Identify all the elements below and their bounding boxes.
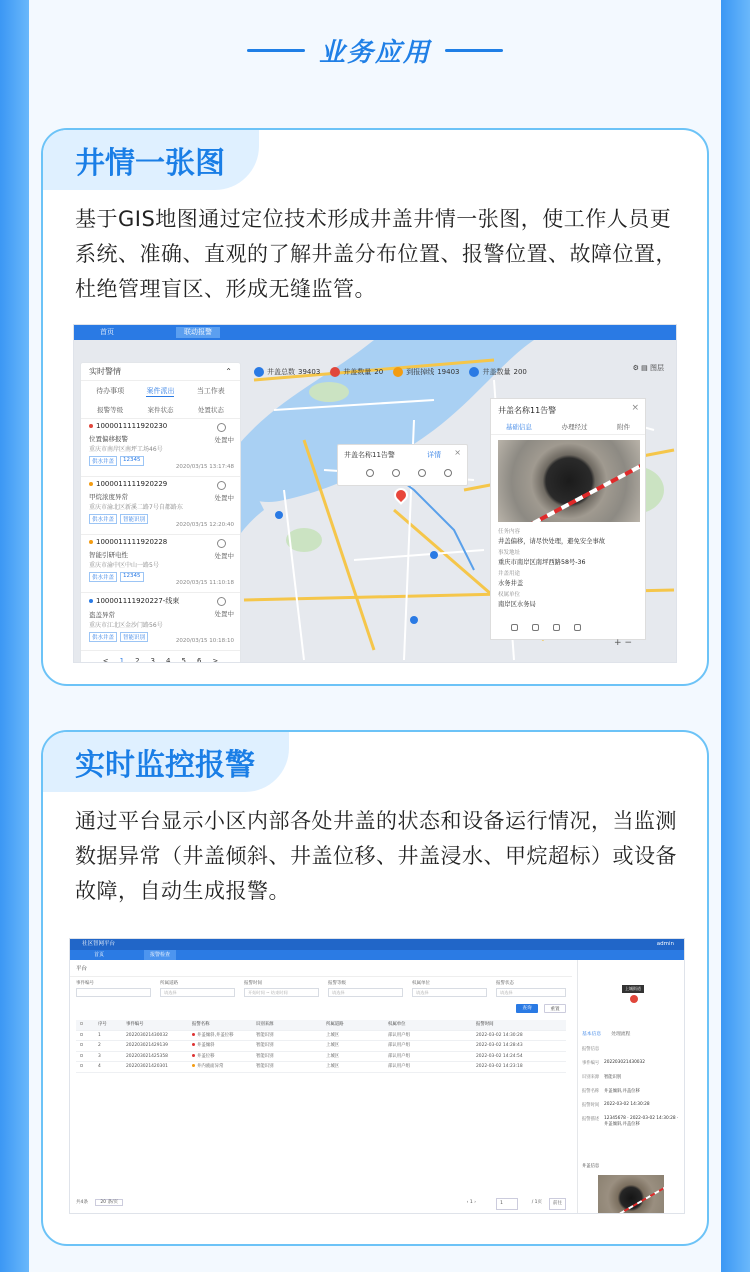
page-total: / 1页 <box>531 1200 542 1205</box>
field-label: 识别来源 <box>582 1075 600 1080</box>
road-select[interactable]: 请选择 <box>160 988 235 997</box>
table-row[interactable]: 1 20220302143003​2 井盖倾斜,井盖位移 智能识别 上城区 部认用户组 2022-03-02 14:30:28 <box>76 1031 566 1042</box>
close-icon[interactable]: × <box>454 448 461 457</box>
alarm-item[interactable] <box>81 419 240 477</box>
alarm-tags: 供水井盖 智能识别 <box>89 632 232 642</box>
page-prev[interactable]: < <box>102 657 109 662</box>
stat-item <box>393 367 459 377</box>
app-top-bar <box>74 325 676 340</box>
row-checkbox[interactable] <box>80 1054 83 1057</box>
alarm-type: 甲烷浓度异常 <box>89 493 128 501</box>
field-value: 南岸区水务局 <box>498 601 536 608</box>
stat-item <box>254 367 320 377</box>
page-size-select[interactable]: 20 条/页 <box>95 1199 123 1206</box>
alarm-no: 1000011111920229 <box>89 480 232 488</box>
alarm-type: 位置偏移报警 <box>89 435 128 443</box>
field-label: 任务内容 <box>498 529 521 535</box>
person-icon[interactable] <box>366 469 374 477</box>
app-title: 社区智网平台 <box>82 941 116 947</box>
table-row[interactable]: 2 202203021429139 井盖倾斜 智能识别 上城区 部认用户组 2022-03-02 14:28:43 <box>76 1041 566 1052</box>
page-prev[interactable]: ‹ 1 › <box>466 1200 476 1205</box>
alarm-screenshot <box>69 938 685 1214</box>
alarm-status-icon <box>217 539 226 548</box>
card-gis-map <box>41 128 709 686</box>
alarm-panel <box>80 362 241 662</box>
field-value: 井盖倾斜,井盖位移 <box>604 1089 640 1094</box>
detail-tabs <box>491 422 645 435</box>
filter-label: 事件编号 <box>76 981 94 986</box>
detail-card <box>490 398 646 640</box>
alarm-status: 处置中 <box>214 436 234 444</box>
filter-label: 权属单位 <box>412 981 430 986</box>
gis-map[interactable] <box>74 340 676 662</box>
stat-label: 井盖总数 <box>267 367 295 376</box>
field-value: 井盖偏移，请尽快处理，避免安全事故 <box>498 538 606 545</box>
collapse-icon[interactable]: ⌃ <box>225 367 232 376</box>
stat-value: 200 <box>513 367 527 376</box>
filter-label: 报警状态 <box>496 981 514 986</box>
level-select[interactable]: 请选择 <box>328 988 403 997</box>
alarm-status: 处置中 <box>214 494 234 502</box>
person-icon[interactable] <box>532 624 539 631</box>
popup-actions <box>366 469 452 477</box>
section-header <box>29 30 721 70</box>
field-label: 报警信息 <box>582 1047 600 1052</box>
alarm-tags: 供水井盖 12345 <box>89 456 232 466</box>
alarm-address: 重庆市江北区金沙门路56号 <box>89 622 163 629</box>
alarm-type: 智能引研电性 <box>89 551 128 559</box>
field-label: 事件编号 <box>582 1061 600 1066</box>
alarm-no: 1000011111920230 <box>89 422 232 430</box>
table-row[interactable]: 3 202203021425358 井盖位移 智能识别 上城区 部认用户组 2022-03-02 14:24:54 <box>76 1052 566 1063</box>
table-header: 序号 事件编号 报警名称 识别来源 所属道路 权属单位 报警时间 <box>76 1020 566 1031</box>
filter-level[interactable]: 报警等级 <box>97 406 124 414</box>
person-icon[interactable] <box>511 624 518 631</box>
alarm-status: 处置中 <box>214 610 234 618</box>
alarm-item[interactable] <box>81 593 240 651</box>
layer-label: 图层 <box>650 364 664 372</box>
field-value: 水务井盖 <box>498 580 524 587</box>
alarm-address: 重庆市南岸区南坪工场46号 <box>89 446 163 453</box>
stat-value: 19403 <box>437 367 460 376</box>
header-line-right <box>445 49 503 52</box>
tab-basic[interactable]: 基本信息 <box>582 1032 602 1037</box>
pagination <box>81 657 240 662</box>
stat-item <box>330 367 383 377</box>
person-icon[interactable] <box>392 469 400 477</box>
photo-label: 井盖信息 <box>582 1164 600 1169</box>
status-select[interactable]: 请选择 <box>496 988 566 997</box>
stat-value: 39403 <box>298 367 321 376</box>
stat-value: 20 <box>374 367 384 376</box>
field-value: 智能识别 <box>604 1075 622 1080</box>
tab-process[interactable]: 处理流程 <box>611 1032 631 1037</box>
tab-basic[interactable]: 基础信息 <box>505 423 532 431</box>
table-row[interactable]: 4 202203021420301 井内液面异常 智能识别 上城区 部认用户组 2022-03-02 14:23:18 <box>76 1062 566 1073</box>
tab-attachment[interactable]: 附件 <box>617 423 631 431</box>
alarm-table <box>76 1020 566 1073</box>
filter-label: 所属道路 <box>160 981 178 986</box>
nav-tab-home[interactable]: 首页 <box>100 328 114 336</box>
share-icon[interactable] <box>574 624 581 631</box>
row-checkbox[interactable] <box>80 1043 83 1046</box>
field-label: 事发地址 <box>498 550 521 556</box>
alarm-status-icon <box>217 481 226 490</box>
left-edge-band <box>0 0 29 1272</box>
alarm-no: 100001111920227-线束 <box>89 596 232 606</box>
card-title: 井情一张图 <box>43 130 259 190</box>
alarm-address: 重庆市渝北区新溪二路7号自都路东 <box>89 504 183 511</box>
panel-filters <box>81 397 240 419</box>
map-label: 上城街道 <box>622 985 644 993</box>
page <box>29 0 721 1272</box>
page-4[interactable]: 4 <box>166 657 171 662</box>
alarm-date: 2020/03/15 13:17:48 <box>175 464 234 470</box>
field-value: 20220302143003​2 <box>604 1060 646 1065</box>
alarm-date: 2020/03/15 12:20:40 <box>175 522 234 528</box>
alarm-status-icon <box>217 423 226 432</box>
doc-icon[interactable] <box>418 469 426 477</box>
panel-title-text: 实时警情 <box>89 367 121 376</box>
manhole-photo <box>598 1175 664 1214</box>
page-5[interactable]: 5 <box>181 657 186 662</box>
field-label: 报警名称 <box>582 1089 600 1094</box>
stat-label: 到报掉线 <box>406 367 435 376</box>
popup-detail-link[interactable]: 详情 <box>427 451 441 459</box>
card-realtime-alarm <box>41 730 709 1246</box>
close-icon[interactable]: × <box>631 403 639 413</box>
alarm-date: 2020/03/15 11:10:18 <box>175 580 234 586</box>
right-edge-band <box>721 0 750 1272</box>
tab-todo[interactable]: 待办事项 <box>96 387 125 395</box>
alarm-item[interactable] <box>81 477 240 535</box>
manhole-photo <box>498 440 640 522</box>
page-input[interactable]: 1 <box>496 1198 518 1210</box>
alarm-detail-side <box>577 960 684 1213</box>
field-label: 权属单位 <box>498 592 521 598</box>
breadcrumb: 平台 <box>70 960 572 977</box>
tab-worksheet[interactable]: 当工作表 <box>196 387 225 395</box>
filter-case[interactable]: 案件状态 <box>147 406 174 414</box>
alarm-tags: 供水井盖 12345 <box>89 572 232 582</box>
alarm-item[interactable] <box>81 535 240 593</box>
time-range-input[interactable]: 开始时间 ~ 结束时间 <box>244 988 319 997</box>
card-description: 通过平台显示小区内部各处井盖的状态和设备运行情况，当监测数据异常（井盖倾斜、井盖位移、井盖浸水、甲烷超标）或设备故障，自动生成报警。 <box>75 809 677 903</box>
user-name[interactable]: admin <box>656 941 674 947</box>
alarm-main <box>70 960 572 1213</box>
filter-label: 报警时间 <box>244 981 262 986</box>
page-3[interactable]: 3 <box>150 657 155 662</box>
share-icon[interactable] <box>444 469 452 477</box>
detail-title: 井盖名称11告警 <box>498 406 557 415</box>
alarm-address: 重庆市渝中区中山一路5号 <box>89 562 159 569</box>
field-value: 2022-03-02 14:30:28 <box>604 1102 650 1107</box>
field-label: 报警描述 <box>582 1117 600 1122</box>
alarm-status: 处置中 <box>214 552 234 560</box>
header-line-left <box>247 49 305 52</box>
layer-toggle[interactable]: ⚙ ▤ 图层 <box>632 364 664 372</box>
filter-label: 报警等级 <box>328 981 346 986</box>
alarm-tags: 供水井盖 智能识别 <box>89 514 232 524</box>
field-label: 井盖用途 <box>498 571 521 577</box>
field-value: 重庆市南岸区南坪西路58号-36 <box>498 559 586 566</box>
zoom-controls[interactable]: + − <box>614 638 632 648</box>
card-title: 实时监控报警 <box>43 732 289 792</box>
popup-title: 井盖名称11告警 <box>344 451 395 459</box>
field-value: 12345678 · 2022-03-02 14:30:28 · 井盖倾斜,井盖位移 <box>604 1116 679 1127</box>
alarm-no: 1000011111920228 <box>89 538 232 546</box>
page-next[interactable]: > <box>212 657 219 662</box>
tab-process[interactable]: 办理经过 <box>561 423 588 431</box>
owner-select[interactable]: 请选择 <box>412 988 487 997</box>
row-checkbox[interactable] <box>80 1064 83 1067</box>
event-no-input[interactable] <box>76 988 151 997</box>
panel-title <box>81 363 240 381</box>
filter-handle[interactable]: 处置状态 <box>197 406 224 414</box>
header-title: 业务应用 <box>318 37 431 68</box>
map-popup <box>337 444 468 486</box>
stat-label: 井盖数量 <box>482 367 511 376</box>
detail-actions <box>511 624 581 631</box>
stats-bar <box>254 363 527 380</box>
page-6[interactable]: 6 <box>196 657 202 662</box>
side-tabs <box>582 1030 630 1037</box>
stat-item <box>469 367 526 377</box>
nav-tab-linkage[interactable]: 联动报警 <box>176 327 220 338</box>
page-2[interactable]: 2 <box>135 657 140 662</box>
location-pin-icon <box>630 995 638 1003</box>
go-button[interactable]: 前往 <box>549 1198 566 1210</box>
alarm-status-icon <box>217 597 226 606</box>
total-count: 共4条 <box>76 1200 88 1205</box>
reset-button[interactable]: 重置 <box>544 1004 566 1013</box>
tab-alarm-check[interactable]: 报警检查 <box>144 950 176 960</box>
gis-screenshot <box>73 324 677 663</box>
field-label: 报警时间 <box>582 1103 600 1108</box>
app-top-bar <box>70 939 684 950</box>
page-1[interactable]: 1 <box>119 657 125 662</box>
row-checkbox[interactable] <box>80 1033 83 1036</box>
alarm-date: 2020/03/15 10:18:10 <box>175 638 234 644</box>
search-button[interactable]: 查询 <box>516 1004 538 1013</box>
tab-home[interactable]: 首页 <box>94 952 105 958</box>
doc-icon[interactable] <box>553 624 560 631</box>
panel-tabs <box>81 381 240 397</box>
stat-label: 井盖数量 <box>343 367 372 376</box>
tab-bar <box>70 950 684 960</box>
mini-map[interactable] <box>582 965 683 1027</box>
table-footer <box>76 1198 566 1208</box>
tab-dispatched[interactable]: 案件派出 <box>146 387 175 395</box>
card-description: 基于GIS地图通过定位技术形成井盖井情一张图，使工作人员更系统、准确、直观的了解井盖分布位置、报警位置、故障位置，杜绝管理盲区、形成无缝监管。 <box>75 207 677 301</box>
alarm-type: 盗盖异常 <box>89 611 115 619</box>
